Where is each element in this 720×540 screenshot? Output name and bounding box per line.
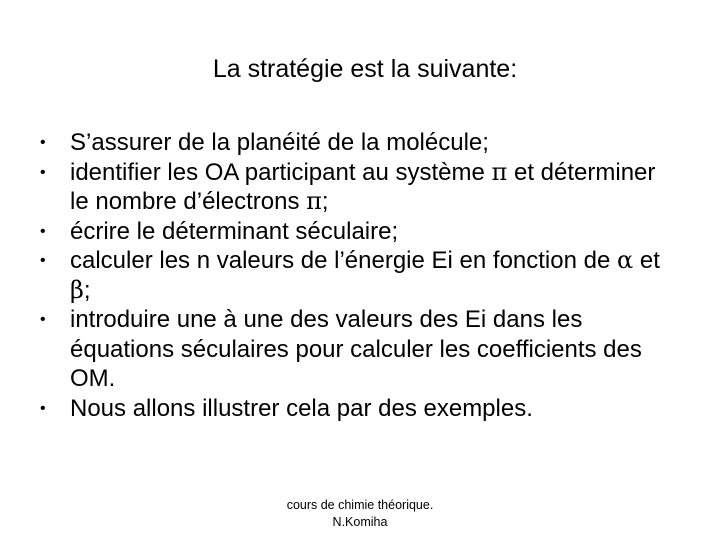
text-run: S’assurer de la planéité de la molécule; [70,129,489,156]
text-run: identifier les OA participant au système [70,158,492,186]
bullet-text [70,247,660,304]
bullet-text [70,159,655,216]
slide-title: La stratégie est la suivante: [212,55,518,83]
text-run: ; [83,276,91,304]
greek-symbol: β [70,275,84,304]
bullet-marker: • [40,399,46,417]
text-run: et [633,247,660,274]
greek-symbol: α [616,246,634,274]
bullet-item [40,217,680,247]
bullet-item [40,158,680,217]
bullet-item [40,394,680,424]
bullet-item [40,246,680,305]
footer-course: cours de chimie théorique. [286,498,434,512]
footer-author: N.Komiha [332,515,388,529]
bullet-marker: • [40,134,46,151]
text-run: Nous allons illustrer cela par des exemples. [70,394,533,422]
bullet-item [40,305,680,394]
text-run: ; [321,188,329,215]
slide-footer [268,497,452,531]
bullet-marker: • [40,311,46,328]
text-run: et déterminer le nombre d’électrons [70,158,656,215]
bullet-item [40,128,680,158]
bullet-text [70,306,642,392]
text-run: introduire une à une des valeurs des Ei dans les équations séculaires pour calculer les coefficients des OM. [70,306,642,392]
bullet-text [70,218,398,245]
bullet-list [40,128,680,423]
bullet-marker: • [40,163,46,181]
text-run: écrire le déterminant séculaire; [70,217,399,245]
bullet-marker: • [40,252,46,269]
greek-symbol: π [306,187,322,215]
bullet-text [70,395,533,422]
bullet-marker: • [40,222,46,240]
bullet-text [70,129,489,156]
greek-symbol: π [491,157,508,186]
text-run: calculer les n valeurs de l’énergie Ei en fonction de [70,247,617,274]
